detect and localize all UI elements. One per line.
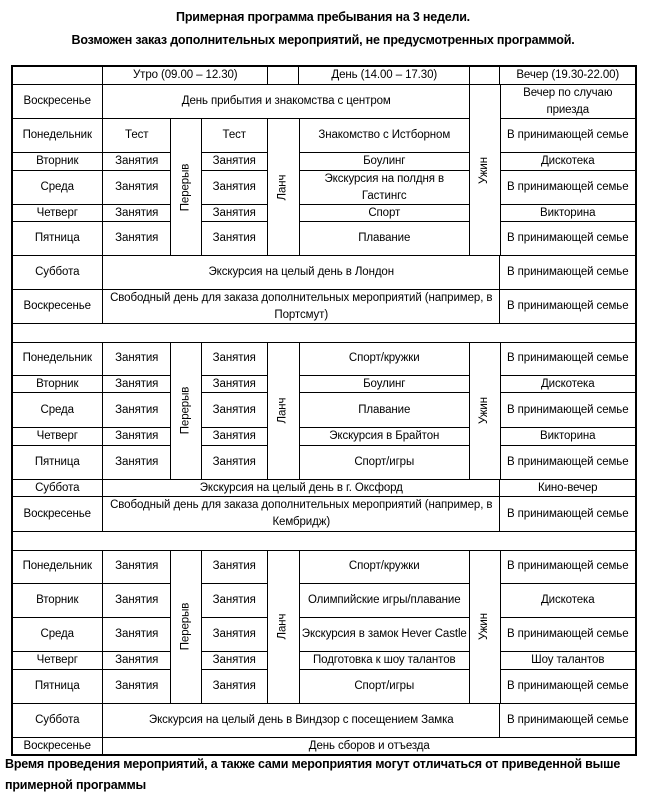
day-label-text: Понедельник — [22, 129, 92, 142]
day-label-text: Суббота — [35, 714, 80, 727]
evening-activity — [499, 651, 637, 671]
evening-activity — [499, 549, 637, 585]
day-activity-text: Экскурсия на целый день в Лондон — [208, 266, 394, 279]
evening-activity-text: В принимающей семье — [506, 628, 629, 641]
day-label — [11, 204, 104, 223]
lunch-column-text: Ланч — [276, 174, 289, 201]
day-label — [11, 221, 104, 257]
morning-session-2 — [200, 375, 269, 394]
evening-activity-text: В принимающей семье — [506, 456, 629, 469]
day-activity — [102, 84, 471, 120]
evening-activity-text: Вечер по случаю приезда — [523, 86, 613, 116]
afternoon-activity — [298, 669, 471, 705]
week-separator-row — [11, 323, 637, 343]
evening-activity — [499, 479, 637, 498]
day-label-text: Четверг — [36, 654, 78, 667]
evening-activity — [499, 152, 637, 172]
morning-session-2 — [200, 118, 269, 154]
day-label — [11, 479, 104, 498]
morning-session-2-text: Занятия — [212, 155, 256, 168]
break-column — [170, 549, 202, 705]
day-activity-text: День прибытия и знакомства с центром — [181, 95, 391, 108]
evening-activity — [499, 221, 637, 257]
day-label — [11, 651, 104, 671]
afternoon-activity-text: Спорт/игры — [354, 680, 415, 693]
evening-activity-text: Шоу талантов — [531, 654, 605, 667]
morning-session-1-text: Тест — [125, 129, 149, 142]
afternoon-activity-text: Знакомство с Истборном — [318, 129, 451, 142]
evening-activity — [499, 392, 637, 429]
day-label — [11, 549, 104, 585]
day-label-text: Воскресенье — [23, 739, 91, 752]
evening-activity-text: Дискотека — [540, 594, 595, 607]
lunch-column — [267, 341, 300, 481]
break-column-text: Перерыв — [179, 163, 192, 212]
page-title: Примерная программа пребывания на 3 недели. — [176, 10, 470, 24]
morning-session-2 — [200, 392, 269, 429]
lunch-column-text: Ланч — [276, 397, 289, 424]
evening-activity-text: Викторина — [540, 430, 596, 443]
evening-activity-text: В принимающей семье — [506, 403, 629, 416]
day-activity — [102, 703, 501, 739]
break-column — [170, 118, 202, 257]
day-activity — [102, 737, 637, 756]
day-label — [11, 617, 104, 653]
morning-session-1 — [102, 445, 172, 481]
morning-session-1-text: Занятия — [115, 430, 159, 443]
day-activity — [102, 479, 501, 498]
morning-session-2-text: Занятия — [212, 377, 256, 390]
evening-activity — [499, 496, 637, 533]
morning-session-2 — [200, 170, 269, 206]
afternoon-activity — [298, 221, 471, 257]
day-label-text: Суббота — [35, 481, 80, 494]
morning-session-1-text: Занятия — [115, 654, 159, 667]
afternoon-activity-text: Плавание — [358, 232, 411, 245]
afternoon-activity-text: Спорт/кружки — [348, 352, 420, 365]
day-activity — [102, 289, 501, 325]
morning-session-2 — [200, 445, 269, 481]
morning-session-1-text: Занятия — [115, 352, 159, 365]
morning-session-2-text: Занятия — [212, 560, 256, 573]
morning-session-2 — [200, 669, 269, 705]
day-label-text: Понедельник — [22, 352, 92, 365]
afternoon-activity — [298, 651, 471, 671]
day-label — [11, 737, 104, 756]
day-label-text: Пятница — [34, 232, 80, 245]
evening-activity — [499, 170, 637, 206]
afternoon-activity-text: Боулинг — [363, 377, 406, 390]
evening-activity-text: Кино-вечер — [538, 481, 598, 494]
afternoon-activity-text: Боулинг — [363, 155, 406, 168]
afternoon-activity-text: Подготовка к шоу талантов — [312, 654, 456, 667]
dinner-column — [469, 84, 501, 257]
day-label-text: Понедельник — [22, 560, 92, 573]
evening-activity-text: В принимающей семье — [506, 129, 629, 142]
morning-session-2 — [200, 617, 269, 653]
morning-session-1 — [102, 204, 172, 223]
header-evening-text: Вечер (19.30-22.00) — [516, 68, 620, 81]
day-label-text: Вторник — [36, 155, 79, 168]
page-subtitle: Возможен заказ дополнительных мероприятий, не предусмотренных программой. — [71, 33, 575, 47]
lunch-column-text: Ланч — [276, 613, 289, 640]
afternoon-activity — [298, 445, 471, 481]
day-label-text: Воскресенье — [23, 95, 91, 108]
morning-session-2-text: Занятия — [212, 456, 256, 469]
morning-session-1 — [102, 170, 172, 206]
lunch-column — [267, 118, 300, 257]
afternoon-activity-text: Экскурсия в Брайтон — [329, 430, 440, 443]
day-label — [11, 703, 104, 739]
afternoon-activity-text: Экскурсия в замок Hever Castle — [301, 628, 467, 641]
morning-session-2-text: Тест — [222, 129, 246, 142]
morning-session-2 — [200, 341, 269, 377]
evening-activity-text: В принимающей семье — [506, 232, 629, 245]
evening-activity-text: В принимающей семье — [506, 680, 629, 693]
morning-session-2 — [200, 204, 269, 223]
evening-activity-text: В принимающей семье — [506, 560, 629, 573]
dinner-column — [469, 341, 501, 481]
morning-session-2 — [200, 583, 269, 619]
evening-activity-text: В принимающей семье — [506, 300, 629, 313]
day-label — [11, 375, 104, 394]
header-morning — [102, 65, 269, 86]
morning-session-1 — [102, 341, 172, 377]
morning-session-2-text: Занятия — [212, 628, 256, 641]
day-label-text: Воскресенье — [23, 300, 91, 313]
morning-session-1 — [102, 583, 172, 619]
morning-session-1 — [102, 617, 172, 653]
morning-session-1-text: Занятия — [115, 232, 159, 245]
footer-note: Время проведения мероприятий, а также сами мероприятия могут отличаться от приведенной выше примерной программы — [5, 757, 621, 792]
lunch-column — [267, 549, 300, 705]
morning-session-1-text: Занятия — [115, 594, 159, 607]
afternoon-activity-text: Спорт/игры — [354, 456, 415, 469]
break-column-text: Перерыв — [179, 386, 192, 435]
morning-session-1 — [102, 152, 172, 172]
day-label — [11, 84, 104, 120]
day-label — [11, 445, 104, 481]
evening-activity — [499, 341, 637, 377]
day-activity-text: Экскурсия на целый день в г. Оксфорд — [199, 481, 403, 494]
evening-activity — [499, 375, 637, 394]
day-label — [11, 255, 104, 291]
morning-session-2 — [200, 549, 269, 585]
afternoon-activity — [298, 204, 471, 223]
morning-session-2-text: Занятия — [212, 403, 256, 416]
header-morning-text: Утро (09.00 – 12.30) — [132, 68, 238, 81]
morning-session-1-text: Занятия — [115, 628, 159, 641]
morning-session-2 — [200, 221, 269, 257]
afternoon-activity — [298, 392, 471, 429]
header-afternoon-text: День (14.00 – 17.30) — [331, 68, 438, 81]
morning-session-2-text: Занятия — [212, 430, 256, 443]
morning-session-2-text: Занятия — [212, 206, 256, 219]
evening-activity-text: Викторина — [540, 206, 596, 219]
afternoon-activity-text: Спорт/кружки — [348, 560, 420, 573]
header-empty-cell — [11, 65, 104, 86]
header-evening — [499, 65, 637, 86]
morning-session-1 — [102, 221, 172, 257]
day-label-text: Среда — [40, 403, 74, 416]
day-label-text: Пятница — [34, 456, 80, 469]
evening-activity-text: В принимающей семье — [506, 352, 629, 365]
header-gap-cell — [469, 65, 501, 86]
morning-session-1 — [102, 118, 172, 154]
morning-session-1-text: Занятия — [115, 206, 159, 219]
day-activity-text: Экскурсия на целый день в Виндзор с посещением Замка — [148, 714, 454, 727]
day-label — [11, 496, 104, 533]
evening-activity — [499, 289, 637, 325]
day-label-text: Воскресенье — [23, 507, 91, 520]
morning-session-2 — [200, 427, 269, 447]
day-label — [11, 170, 104, 206]
day-label — [11, 152, 104, 172]
header-gap-cell — [267, 65, 300, 86]
morning-session-2-text: Занятия — [212, 232, 256, 245]
day-label-text: Среда — [40, 628, 74, 641]
morning-session-2-text: Занятия — [212, 594, 256, 607]
day-activity — [102, 255, 501, 291]
morning-session-1 — [102, 427, 172, 447]
day-label — [11, 341, 104, 377]
afternoon-activity — [298, 341, 471, 377]
break-column-text: Перерыв — [179, 602, 192, 651]
afternoon-activity — [298, 118, 471, 154]
morning-session-1-text: Занятия — [115, 403, 159, 416]
dinner-column-text: Ужин — [478, 156, 491, 184]
dinner-column-text: Ужин — [478, 397, 491, 425]
evening-activity — [499, 445, 637, 481]
afternoon-activity — [298, 152, 471, 172]
evening-activity — [499, 204, 637, 223]
day-activity — [102, 496, 501, 533]
morning-session-1-text: Занятия — [115, 680, 159, 693]
morning-session-2-text: Занятия — [212, 181, 256, 194]
afternoon-activity-text: Плавание — [358, 403, 411, 416]
morning-session-1-text: Занятия — [115, 456, 159, 469]
day-activity-text: Свободный день для заказа дополнительных мероприятий (например, в Кембридж) — [110, 499, 493, 529]
day-label — [11, 669, 104, 705]
evening-activity-text: В принимающей семье — [506, 266, 629, 279]
morning-session-1-text: Занятия — [115, 377, 159, 390]
evening-activity-text: Дискотека — [540, 155, 595, 168]
afternoon-activity-text: Экскурсия на полдня в Гастингс — [324, 172, 444, 202]
week-separator-row — [11, 531, 637, 551]
morning-session-1-text: Занятия — [115, 181, 159, 194]
afternoon-activity-text: Спорт — [368, 206, 401, 219]
morning-session-2 — [200, 651, 269, 671]
afternoon-activity — [298, 170, 471, 206]
afternoon-activity-text: Олимпийские игры/плавание — [307, 594, 461, 607]
evening-activity — [499, 84, 637, 120]
morning-session-2 — [200, 152, 269, 172]
morning-session-1 — [102, 375, 172, 394]
evening-activity — [499, 427, 637, 447]
morning-session-1-text: Занятия — [115, 560, 159, 573]
afternoon-activity — [298, 549, 471, 585]
day-label-text: Пятница — [34, 680, 80, 693]
evening-activity-text: В принимающей семье — [506, 181, 629, 194]
morning-session-1 — [102, 392, 172, 429]
evening-activity-text: В принимающей семье — [506, 714, 629, 727]
evening-activity — [499, 255, 637, 291]
break-column — [170, 341, 202, 481]
evening-activity — [499, 703, 637, 739]
day-label-text: Четверг — [36, 206, 78, 219]
morning-session-2-text: Занятия — [212, 352, 256, 365]
day-label — [11, 427, 104, 447]
day-label — [11, 118, 104, 154]
evening-activity-text: В принимающей семье — [506, 507, 629, 520]
morning-session-1 — [102, 651, 172, 671]
morning-session-1 — [102, 669, 172, 705]
evening-activity — [499, 583, 637, 619]
evening-activity — [499, 617, 637, 653]
day-label — [11, 392, 104, 429]
morning-session-1-text: Занятия — [115, 155, 159, 168]
day-label-text: Среда — [40, 181, 74, 194]
afternoon-activity — [298, 583, 471, 619]
morning-session-1 — [102, 549, 172, 585]
day-activity-text: День сборов и отъезда — [308, 739, 430, 752]
day-label — [11, 583, 104, 619]
morning-session-2-text: Занятия — [212, 680, 256, 693]
day-label-text: Четверг — [36, 430, 78, 443]
evening-activity-text: Дискотека — [540, 377, 595, 390]
day-label-text: Вторник — [36, 594, 79, 607]
morning-session-2-text: Занятия — [212, 654, 256, 667]
afternoon-activity — [298, 375, 471, 394]
afternoon-activity — [298, 427, 471, 447]
day-label — [11, 289, 104, 325]
header-afternoon — [298, 65, 471, 86]
day-label-text: Вторник — [36, 377, 79, 390]
dinner-column-text: Ужин — [478, 613, 491, 641]
evening-activity — [499, 669, 637, 705]
day-label-text: Суббота — [35, 266, 80, 279]
dinner-column — [469, 549, 501, 705]
afternoon-activity — [298, 617, 471, 653]
day-activity-text: Свободный день для заказа дополнительных мероприятий (например, в Портсмут) — [110, 291, 493, 321]
evening-activity — [499, 118, 637, 154]
